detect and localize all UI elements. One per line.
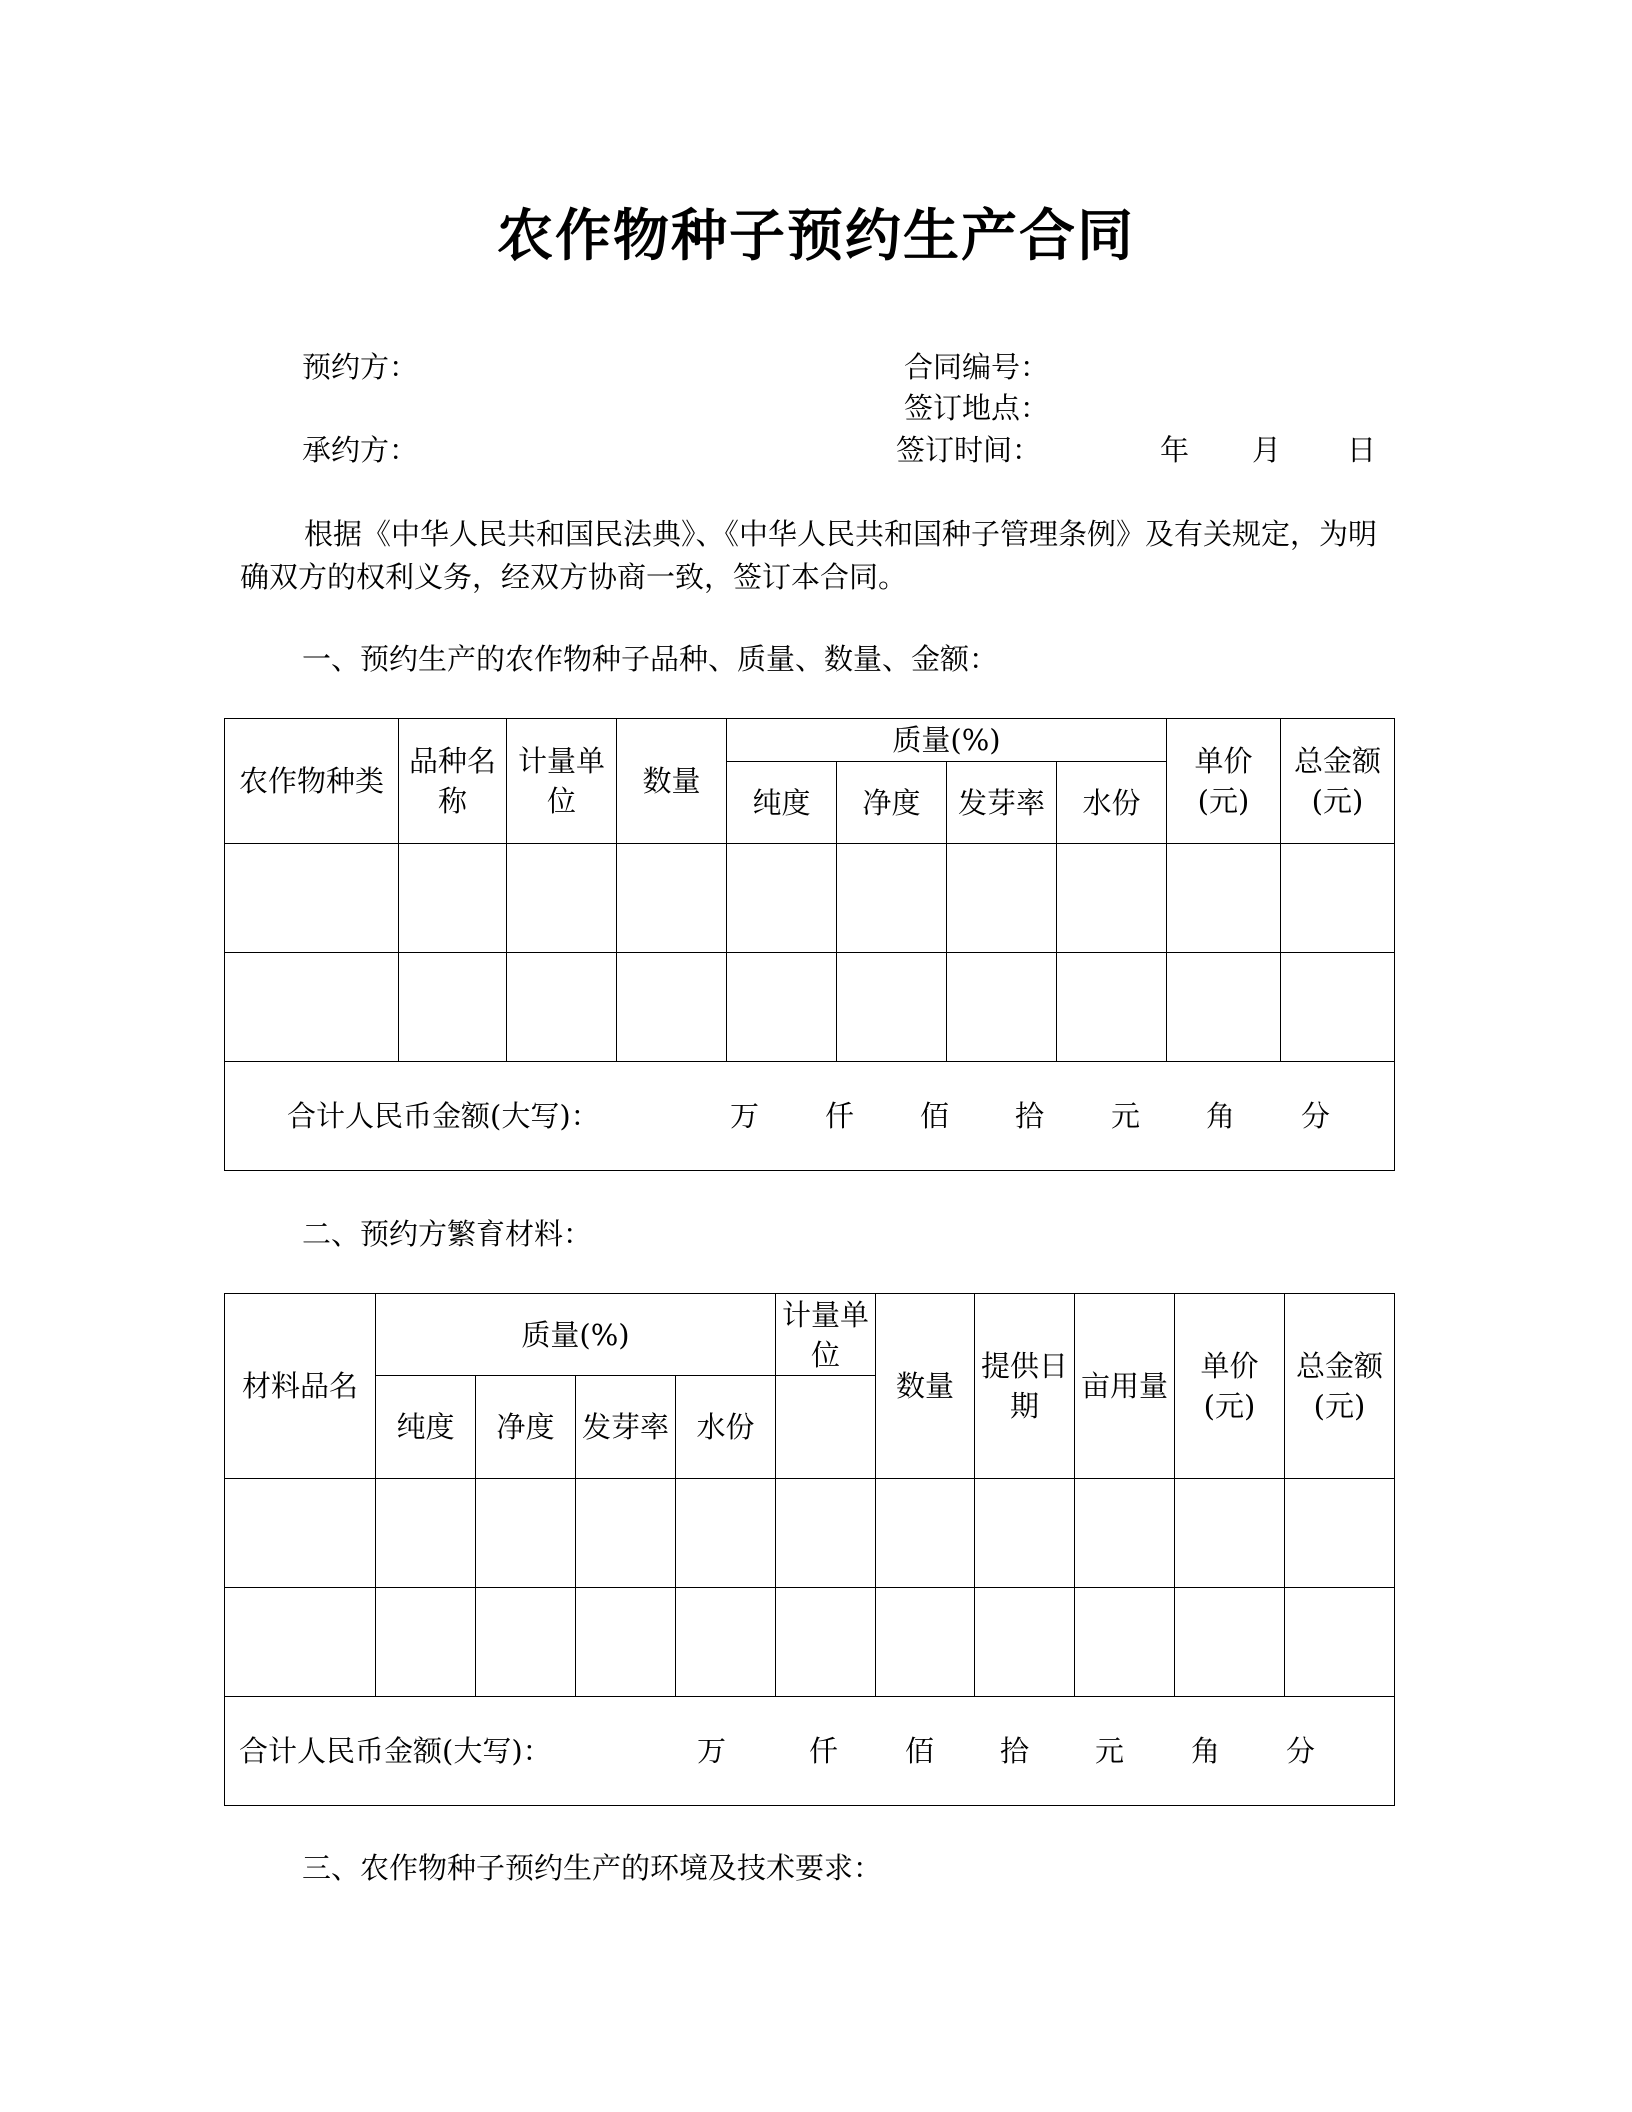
- table-cell[interactable]: [837, 953, 947, 1062]
- table-cell[interactable]: [1167, 953, 1281, 1062]
- table-cell[interactable]: [225, 953, 399, 1062]
- section2-heading: 二、预约方繁育材料：: [302, 1217, 593, 1251]
- col-per-mu: 亩用量: [1075, 1294, 1175, 1479]
- unit-shi: 拾: [1015, 1099, 1045, 1133]
- table-cell[interactable]: [225, 1479, 376, 1588]
- col-clarity: 净度: [476, 1376, 576, 1479]
- total-amount-row: [225, 1697, 1395, 1806]
- unit-qian: 仟: [825, 1099, 855, 1133]
- table-cell[interactable]: [617, 844, 727, 953]
- table-cell[interactable]: [399, 953, 507, 1062]
- table-row: [225, 1479, 1395, 1588]
- unit-bai: 佰: [920, 1099, 950, 1133]
- table-cell[interactable]: [975, 1588, 1075, 1697]
- table-cell[interactable]: [975, 1479, 1075, 1588]
- table-cell[interactable]: [1075, 1479, 1175, 1588]
- table-cell[interactable]: [1057, 953, 1167, 1062]
- table-cell[interactable]: [1281, 844, 1395, 953]
- table-cell[interactable]: [727, 953, 837, 1062]
- table-cell[interactable]: [1281, 953, 1395, 1062]
- table-cell[interactable]: [1285, 1588, 1395, 1697]
- col-purity: 纯度: [727, 762, 837, 844]
- col-variety: 品种名称: [399, 719, 507, 844]
- unit-jiao: 角: [1206, 1099, 1236, 1133]
- col-total: 总金额(元): [1281, 719, 1395, 844]
- table-cell[interactable]: [576, 1479, 676, 1588]
- total-amount-label: 合计人民币金额(大写)：: [239, 1734, 552, 1768]
- document-title: 农作物种子预约生产合同: [497, 204, 1135, 269]
- total-amount-label: 合计人民币金额(大写)：: [287, 1099, 600, 1133]
- table-cell[interactable]: [399, 844, 507, 953]
- col-germination: 发芽率: [576, 1376, 676, 1479]
- year-label: 年: [1160, 433, 1190, 467]
- table-row: [225, 844, 1395, 953]
- table-cell[interactable]: [1075, 1588, 1175, 1697]
- table-cell[interactable]: [225, 1588, 376, 1697]
- table-cell[interactable]: [837, 844, 947, 953]
- table-cell[interactable]: [676, 1479, 776, 1588]
- col-material: 材料品名: [225, 1294, 376, 1479]
- col-supply-date: 提供日期: [975, 1294, 1075, 1479]
- sign-time-label: 签订时间：: [896, 433, 1042, 467]
- table-cell[interactable]: [1175, 1479, 1285, 1588]
- col-moisture: 水份: [1057, 762, 1167, 844]
- table-cell[interactable]: [1175, 1588, 1285, 1697]
- unit-fen: 分: [1286, 1734, 1316, 1768]
- col-unit: 计量单位: [776, 1294, 876, 1376]
- table-cell[interactable]: [617, 953, 727, 1062]
- table-cell[interactable]: [1167, 844, 1281, 953]
- table-cell[interactable]: [476, 1479, 576, 1588]
- col-quality: 质量(%): [376, 1294, 776, 1376]
- table-cell[interactable]: [1285, 1479, 1395, 1588]
- unit-fen: 分: [1301, 1099, 1331, 1133]
- sign-place-label: 签订地点：: [904, 391, 1050, 425]
- col-quantity: 数量: [617, 719, 727, 844]
- unit-wan: 万: [697, 1734, 727, 1768]
- table-cell[interactable]: [727, 844, 837, 953]
- col-unit-price: 单价(元): [1175, 1294, 1285, 1479]
- table-cell[interactable]: [225, 844, 399, 953]
- day-label: 日: [1347, 433, 1377, 467]
- table-cell[interactable]: [876, 1588, 975, 1697]
- seed-table: [224, 718, 1395, 1171]
- contract-number-label: 合同编号：: [904, 350, 1050, 384]
- table-cell[interactable]: [1057, 844, 1167, 953]
- table-cell[interactable]: [876, 1479, 975, 1588]
- table-cell[interactable]: [776, 1588, 876, 1697]
- unit-qian: 仟: [809, 1734, 839, 1768]
- col-total: 总金额(元): [1285, 1294, 1395, 1479]
- section3-heading: 三、农作物种子预约生产的环境及技术要求：: [302, 1851, 883, 1885]
- table-cell: [776, 1376, 876, 1479]
- col-crop-type: 农作物种类: [225, 719, 399, 844]
- col-clarity: 净度: [837, 762, 947, 844]
- table-cell[interactable]: [507, 844, 617, 953]
- table-cell[interactable]: [947, 953, 1057, 1062]
- table-row: [225, 953, 1395, 1062]
- party-a-label: 预约方：: [302, 350, 419, 384]
- col-quantity: 数量: [876, 1294, 975, 1479]
- unit-yuan: 元: [1095, 1734, 1125, 1768]
- unit-shi: 拾: [1000, 1734, 1030, 1768]
- table-cell[interactable]: [776, 1479, 876, 1588]
- unit-bai: 佰: [905, 1734, 935, 1768]
- col-unit: 计量单位: [507, 719, 617, 844]
- table-cell[interactable]: [676, 1588, 776, 1697]
- table-cell[interactable]: [947, 844, 1057, 953]
- table-cell[interactable]: [376, 1588, 476, 1697]
- total-amount-row: [225, 1062, 1395, 1171]
- table-row: [225, 1588, 1395, 1697]
- col-unit-price: 单价(元): [1167, 719, 1281, 844]
- unit-jiao: 角: [1191, 1734, 1221, 1768]
- table-cell[interactable]: [507, 953, 617, 1062]
- intro-paragraph: 根据《中华人民共和国民法典》、《中华人民共和国种子管理条例》及有关规定，为明确双方的权利义务，经双方协商一致，签订本合同。: [240, 517, 1378, 594]
- unit-wan: 万: [730, 1099, 760, 1133]
- party-b-label: 承约方：: [302, 433, 419, 467]
- material-table: [224, 1293, 1395, 1806]
- col-quality: 质量(%): [727, 719, 1167, 762]
- col-purity: 纯度: [376, 1376, 476, 1479]
- col-germination: 发芽率: [947, 762, 1057, 844]
- table-cell[interactable]: [476, 1588, 576, 1697]
- month-label: 月: [1252, 433, 1282, 467]
- section1-heading: 一、预约生产的农作物种子品种、质量、数量、金额：: [302, 642, 999, 676]
- col-moisture: 水份: [676, 1376, 776, 1479]
- table-cell[interactable]: [376, 1479, 476, 1588]
- unit-yuan: 元: [1111, 1099, 1141, 1133]
- table-cell[interactable]: [576, 1588, 676, 1697]
